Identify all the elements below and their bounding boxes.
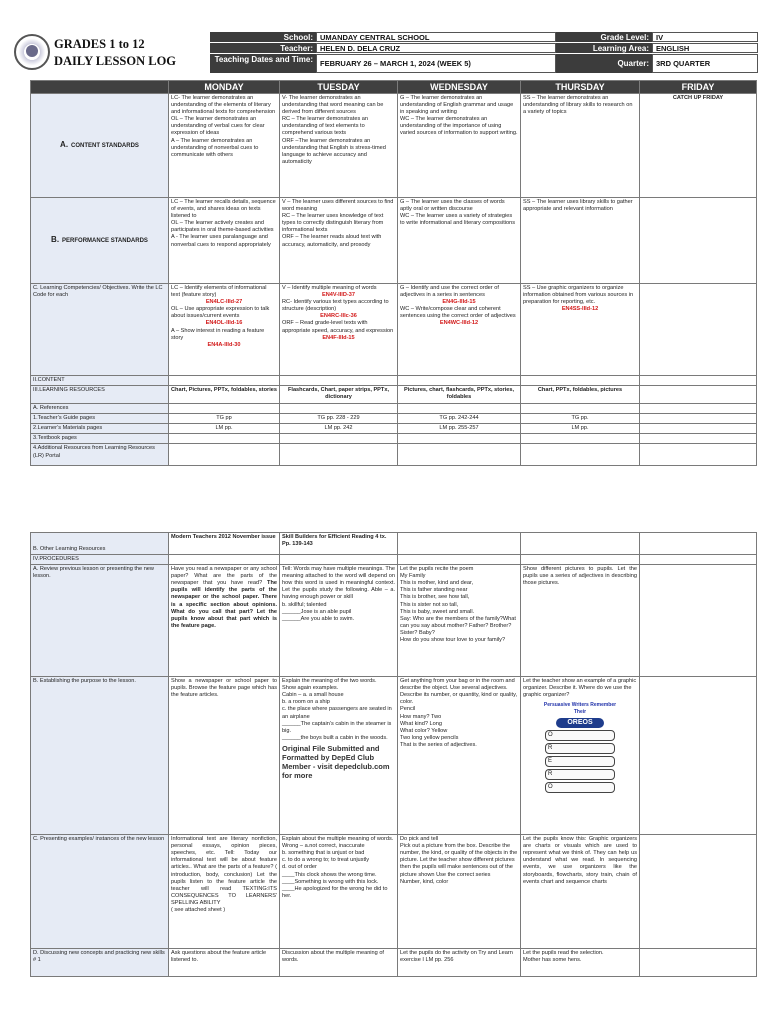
purpose-wednesday: Get anything from your bag or in the room and describe the object. Use several adjectives. Describe its number, or quantity, kind or quality, color. Pencil How many? Two What kind? Long What color? Yellow Two long yellow pencils That is the series of adjectives. <box>398 677 521 835</box>
review-thursday: Show different pictures to pupils. Let the pupils use a series of adjectives in describing those pictures. <box>521 565 640 677</box>
lc-code: EN4RC-IIIc-36 <box>320 313 357 320</box>
lc-code: EN4A-IIId-30 <box>207 341 241 348</box>
additional-resources-label: 4.Additional Resources from Learning Resources (LR) Portal <box>31 444 169 466</box>
purpose-label: B. Establishing the purpose to the lesson. <box>31 677 169 835</box>
tg-pages-label: 1.Teacher’s Guide pages <box>31 414 169 424</box>
content-standards-label: A. CONTENT STANDARDS <box>31 94 169 198</box>
lc-wednesday: G – Identify and use the correct order of adjectives in a series in sentences EN4G-IIId-15 WC – Write/compose clear and coherent sentences using the correct order of adjectives EN4WC-IIId-12 <box>398 284 521 376</box>
tg-monday: TG pp <box>169 414 280 424</box>
quarter-value: 3RD QUARTER <box>652 54 758 73</box>
lc-code: EN4OL-IIId-16 <box>205 320 243 327</box>
or-monday: Modern Teachers 2012 November issue <box>169 533 280 555</box>
lm-wednesday: LM pp. 255-257 <box>398 424 521 434</box>
lc-code: EN4F-IIId-15 <box>322 334 355 341</box>
procedures-row <box>31 555 757 565</box>
lr-tuesday: Flashcards, Chart, paper strips, PPTx, dictionary <box>280 386 398 404</box>
lc-friday <box>640 284 757 376</box>
organizer-brand: OREOS <box>556 718 604 728</box>
quarter-label: Quarter: <box>556 54 652 73</box>
review-wednesday: Let the pupils recite the poem My Family This is mother, kind and dear, This is father standing near This is brother, see how tall, This is sister not so tall, This is baby, sweet and small. Say: Who are the members of the family?What can you say about mother? Father? Brother? Sister? Baby? How do you show tour love to your family? <box>398 565 521 677</box>
competencies-label: C. Learning Competencies/ Objectives. Write the LC Code for each <box>31 284 169 376</box>
learning-resources-row <box>31 386 757 404</box>
references-row <box>31 404 757 414</box>
presenting-row <box>31 835 757 949</box>
purpose-tuesday: Explain the meaning of the two words. Show again examples. Cabin – a. a small house b. a room on a ship c. the place where passengers are seated in an airplane ______The captain’s cabin in the steamer is big. ______the boys built a cabin in the woods. Original File Submitted and Formatted by DepEd Club Member - visit depedclub.com for more <box>280 677 398 835</box>
tg-tuesday: TG pp. 228 - 229 <box>280 414 398 424</box>
purpose-thursday: Let the teacher show an example of a graphic organizer. Describe it. Where do we use the graphic organizer? Persuasive Writers Remember Their OREOS O R E R O <box>521 677 640 835</box>
other-resources-label: B. Other Learning Resources <box>31 533 169 555</box>
header-info <box>210 32 758 74</box>
doc-title <box>54 36 176 70</box>
grade-label: Grade Level: <box>556 32 652 42</box>
presenting-label: C. Presenting examples/ instances of the new lesson <box>31 835 169 949</box>
organizer-line: R <box>545 769 615 780</box>
procedures-label: IV.PROCEDURES <box>31 555 169 565</box>
ps-wednesday: G – The learner uses the classes of words aptly oral or written discourse WC – The learner uses a variety of strategies to write informational and literary compositions <box>398 198 521 284</box>
school-label: School: <box>210 32 316 42</box>
school-value: UMANDAY CENTRAL SCHOOL <box>316 32 556 42</box>
friday-catch-up: CATCH UP FRIDAY <box>640 94 757 198</box>
lm-monday: LM pp. <box>169 424 280 434</box>
ps-monday: LC – The learner recalls details, sequence of events, and shares ideas on texts listened to OL – The learner actively creates and participates in oral theme-based activities A - The learner uses paralanguage and nonverbal cues to respond appropriately <box>169 198 280 284</box>
presenting-thursday: Let the pupils know this: Graphic organizers are charts or visuals which are used to represent what we think of. They can help us understand what we read. In sequencing events, we use organizers like the storyboards, flowcharts, story train, chain of events chart and sequence charts <box>521 835 640 949</box>
discussing-row <box>31 949 757 977</box>
tg-thursday: TG pp. <box>521 414 640 424</box>
review-label: A. Review previous lesson or presenting the new lesson. <box>31 565 169 677</box>
content-label: II.CONTENT <box>31 376 169 386</box>
performance-standards-label: B. PERFORMANCE STANDARDS <box>31 198 169 284</box>
discussing-wednesday: Let the pupils do the activity on Try and Learn exercise I LM pp. 256 <box>398 949 521 977</box>
lr-monday: Chart, Pictures, PPTx, foldables, stories <box>169 386 280 404</box>
performance-standards-row <box>31 198 757 284</box>
teacher-value: HELEN D. DELA CRUZ <box>316 43 556 53</box>
organizer-title: Persuasive Writers Remember Their <box>543 702 617 716</box>
presenting-tuesday: Explain about the multiple meaning of words. Wrong – a.not correct, inaccurate b. something that is unjust or bad c. to do a wrong to; to treat unjustly d. out of order ____This clock shows the wrong time. ____Something is wrong with this lock. ____He apologized for the wrong he did to her. <box>280 835 398 949</box>
lc-code: EN4LC-IIId-27 <box>205 299 243 306</box>
references-label: A. References <box>31 404 169 414</box>
cs-monday: LC- The learner demonstrates an understanding of the elements of literary and informational texts for comprehension OL – The learner demonstrates an understanding of verbal cues for clear expression of ideas A – The learner demonstrates an understanding of nonverbal cues to communicate with others <box>169 94 280 198</box>
lr-thursday: Chart, PPTx, foldables, pictures <box>521 386 640 404</box>
day-wednesday: WEDNESDAY <box>398 81 521 94</box>
dates-value: FEBRUARY 26 – MARCH 1, 2024 (WEEK 5) <box>316 54 556 73</box>
lc-tuesday: V – Identify multiple meaning of words EN4V-IIID-37 RC- Identify various text types according to structure (description) EN4RC-IIIc-36 ORF – Read grade-level texts with appropriate speed, accuracy, and expression EN4F-IIId-15 <box>280 284 398 376</box>
content-row <box>31 376 757 386</box>
doc-title-line-1: GRADES 1 to 12 <box>54 37 145 51</box>
tg-wednesday: TG pp. 242-244 <box>398 414 521 424</box>
lm-tuesday: LM pp. 242 <box>280 424 398 434</box>
organizer-line: O <box>545 730 615 741</box>
dates-label: Teaching Dates and Time: <box>210 54 316 73</box>
grade-value: IV <box>652 32 758 42</box>
area-value: ENGLISH <box>652 43 758 53</box>
lm-pages-row <box>31 424 757 434</box>
learning-resources-label: III.LEARNING RESOURCES <box>31 386 169 404</box>
log-table-2 <box>30 532 757 977</box>
discussing-tuesday: Discussion about the multiple meaning of words. <box>280 949 398 977</box>
purpose-monday: Show a newspaper or school paper to pupils. Browse the feature page which has the feature articles. <box>169 677 280 835</box>
corner-cell <box>31 81 169 94</box>
review-row <box>31 565 757 677</box>
ps-friday <box>640 198 757 284</box>
discussing-label: D. Discussing new concepts and practicing new skills # 1 <box>31 949 169 977</box>
presenting-monday: Informational text are literary nonfiction, personal essays, opinion pieces, speeches, etc. Tell: Today our informational text will be about feature articles.. What are the parts of a feature? ( introduction, body, conclusion) Let the pupils listen to the feature article the teacher will read TEXTING:ITS CONSEQUENCES TO LEARNERS' SPELLING ABILITY ( see attached sheet ) <box>169 835 280 949</box>
additional-resources-row <box>31 444 757 466</box>
page-2 <box>0 530 768 1024</box>
log-table-1 <box>30 80 757 466</box>
ps-thursday: SS – The learner uses library skills to gather appropriate and relevant information <box>521 198 640 284</box>
cs-wednesday: G – The learner demonstrates an understanding of English grammar and usage in speaking and writing WC – The learner demonstrates an understanding of the importance of using varied sources of information to support writing. <box>398 94 521 198</box>
organizer-line: R <box>545 743 615 754</box>
discussing-monday: Ask questions about the feature article listened to. <box>169 949 280 977</box>
lc-monday: LC – Identify elements of informational text (feature story) EN4LC-IIId-27 OL – Use appropriate expression to talk about issues/current events EN4OL-IIId-16 A – Show interest in reading a feature story EN4A-IIId-30 <box>169 284 280 376</box>
lc-code: EN4V-IIID-37 <box>322 292 355 299</box>
area-label: Learning Area: <box>556 43 652 53</box>
doc-title-line-2: DAILY LESSON LOG <box>54 54 177 68</box>
lc-code: EN4G-IIId-15 <box>442 299 476 306</box>
discussing-thursday: Let the pupils read the selection. Mother has some hens. <box>521 949 640 977</box>
competencies-row <box>31 284 757 376</box>
day-friday: FRIDAY <box>640 81 757 94</box>
teacher-label: Teacher: <box>210 43 316 53</box>
lc-thursday: SS – Use graphic organizers to organize information obtained from various sources in preparation for reporting, etc. EN4SS-IIId-12 <box>521 284 640 376</box>
ps-tuesday: V – The learner uses different sources to find word meaning RC – The learner uses knowledge of text types to correctly distinguish literary from informational texts ORF – The learner reads aloud text with accuracy, automaticity, and prosody <box>280 198 398 284</box>
purpose-row <box>31 677 757 835</box>
day-thursday: THURSDAY <box>521 81 640 94</box>
review-monday: Have you read a newspaper or any school paper? What are the parts of the newspaper that you have read? The pupils will identify the parts of the newspaper or the school paper. There is a specific section about opinions. What do you call that part? Let the pupils know about that part which is the feature page. <box>169 565 280 677</box>
organizer-line: E <box>545 756 615 767</box>
lm-pages-label: 2.Learner’s Materials pages <box>31 424 169 434</box>
cs-tuesday: V- The learner demonstrates an understanding that word meaning can be derived from different sources RC – The learner demonstrates an understanding of text elements to comprehend various texts ORF –The learner demonstrates an understanding that English is stress-timed language to achieve accuracy and automaticity <box>280 94 398 198</box>
watermark-note: Original File Submitted and Formatted by DepEd Club Member - visit depedclub.com for more <box>282 743 390 780</box>
day-tuesday: TUESDAY <box>280 81 398 94</box>
textbook-row <box>31 434 757 444</box>
content-standards-row <box>31 94 757 198</box>
day-monday: MONDAY <box>169 81 280 94</box>
textbook-label: 3.Textbook pages <box>31 434 169 444</box>
days-header-row <box>31 81 757 94</box>
cs-thursday: SS – The learner demonstrates an understanding of library skills to research on a variety of topics <box>521 94 640 198</box>
lr-wednesday: Pictures, chart, flashcards, PPTx, stories, foldables <box>398 386 521 404</box>
presenting-wednesday: Do pick and tell Pick out a picture from the box. Describe the number, the kind, or quality of the objects in the picture. Let the teacher show different pictures then the pupils will make sentences out of the picture shown Use the correct series Number, kind, color <box>398 835 521 949</box>
other-resources-row <box>31 533 757 555</box>
lc-code: EN4WC-IIId-12 <box>439 320 479 327</box>
review-tuesday: Tell: Words may have multiple meanings. The meaning attached to the word will depend on how this word is used in meaningful context. Let the pupils study the following. Able – a. having enough power or skill b. skillful; talented ______Jose is an able pupil ______Are you able to swim. <box>280 565 398 677</box>
graphic-organizer-image <box>541 702 619 800</box>
tg-pages-row <box>31 414 757 424</box>
or-tuesday: Skill Builders for Efficient Reading 4 tx. Pp. 139-143 <box>280 533 398 555</box>
lm-thursday: LM pp. <box>521 424 640 434</box>
organizer-line: O <box>545 782 615 793</box>
page-1 <box>0 20 768 470</box>
deped-seal-icon <box>14 34 50 70</box>
lc-code: EN4SS-IIId-12 <box>561 306 599 313</box>
